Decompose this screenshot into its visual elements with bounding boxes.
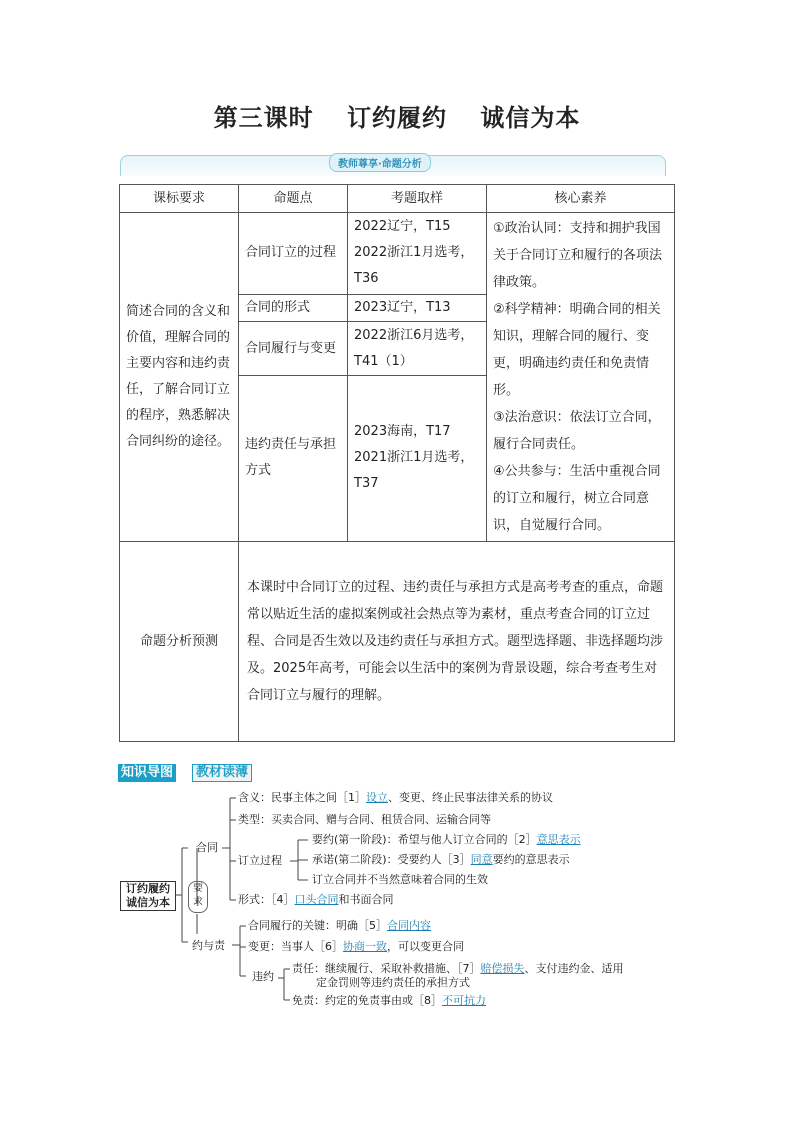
node-form: 形式：［4］口头合同和书面合同 [238, 893, 394, 906]
analysis-text: 本课时中合同订立的过程、违约责任与承担方式是高考考查的重点，命题常以贴近生活的虚拟案例或社会热点等为素材，重点考查合同的订立过程、合同是否生效以及违约责任与承担方式。题型选择题、非选择题均涉及。2025年高考，可能会以生活中的案例为背景设题，综合考查考生对合同订立与履行的理解。 [239, 542, 675, 742]
sample-cell: 2023辽宁，T13 [348, 294, 487, 321]
node-responsibility-cont: 定金罚则等违约责任的承担方式 [316, 976, 470, 989]
node-breach: 违约 [252, 970, 274, 983]
textbook-tag: 教材读薄 [192, 764, 252, 782]
node-process: 订立过程 [238, 854, 282, 867]
sample-cell: 2023海南，T17 2021浙江1月选考，T37 [348, 375, 487, 541]
point-cell: 违约责任与承担方式 [239, 375, 348, 541]
mindmap-tag: 知识导图 [118, 764, 176, 782]
mindmap-root: 订约履约诚信为本 [120, 881, 176, 911]
mind-map [118, 764, 678, 1024]
node-change: 变更：当事人［6］协商一致，可以变更合同 [248, 940, 464, 953]
point-cell: 合同的形式 [239, 294, 348, 321]
node-exemption: 免责：约定的免责事由或［8］不可抗力 [292, 994, 486, 1007]
node-contract: 合同 [196, 841, 218, 854]
point-cell: 合同履行与变更 [239, 322, 348, 376]
title-part-3: 诚信为本 [480, 103, 581, 132]
header-sample: 考题取样 [348, 185, 487, 213]
node-offer: 要约(第一阶段)：希望与他人订立合同的［2］意思表示 [312, 833, 581, 846]
header-literacy: 核心素养 [487, 185, 675, 213]
curriculum-standard: 简述合同的含义和价值，理解合同的主要内容和违约责任，了解合同订立的程序，熟悉解决合同纠纷的途径。 [120, 213, 239, 542]
answer-8: 不可抗力 [442, 994, 486, 1007]
answer-6: 协商一致 [343, 940, 387, 953]
answer-3: 同意 [470, 853, 493, 866]
header-point: 命题点 [239, 185, 348, 213]
node-note: 订立合同并不当然意味着合同的生效 [312, 873, 488, 886]
sample-cell: 2022辽宁，T15 2022浙江1月选考，T36 [348, 213, 487, 295]
node-responsibility: 责任：继续履行、采取补救措施、［7］赔偿损失、支付违约金、适用 [292, 962, 624, 975]
node-meaning: 含义：民事主体之间［1］设立、变更、终止民事法律关系的协议 [238, 791, 553, 804]
title-part-2: 订约履约 [347, 103, 447, 132]
analysis-label: 命题分析预测 [120, 542, 239, 742]
literacy-cell: ①政治认同：支持和拥护我国关于合同订立和履行的各项法律政策。 ②科学精神：明确合同的相关知识，理解合同的履行、变更，明确违约责任和免责情形。 ③法治意识：依法订立合同，履行合同责任。 ④公共参与：生活中重视合同的订立和履行，树立合同意识，自觉履行合同。 [487, 213, 675, 542]
answer-2: 意思表示 [536, 833, 581, 846]
title-part-1: 第三课时 [213, 103, 314, 132]
answer-7: 赔偿损失 [480, 962, 525, 975]
teacher-banner [120, 155, 666, 176]
answer-5: 合同内容 [387, 919, 431, 932]
node-perform: 约与责 [192, 939, 225, 952]
page-title [0, 98, 794, 133]
header-standard: 课标要求 [120, 185, 239, 213]
node-accept: 承诺(第二阶段)：受要约人［3］同意要约的意思表示 [312, 853, 570, 866]
node-key: 合同履行的关键：明确［5］合同内容 [248, 919, 431, 932]
node-types: 类型：买卖合同、赠与合同、租赁合同、运输合同等 [238, 813, 491, 826]
banner-label: 教师尊享·命题分析 [329, 153, 431, 172]
sample-cell: 2022浙江6月选考，T41（1） [348, 322, 487, 376]
requirement-label: 要求 [188, 881, 208, 913]
analysis-table [119, 184, 675, 742]
answer-1: 设立 [366, 791, 388, 804]
answer-4: 口头合同 [294, 893, 339, 906]
point-cell: 合同订立的过程 [239, 213, 348, 295]
